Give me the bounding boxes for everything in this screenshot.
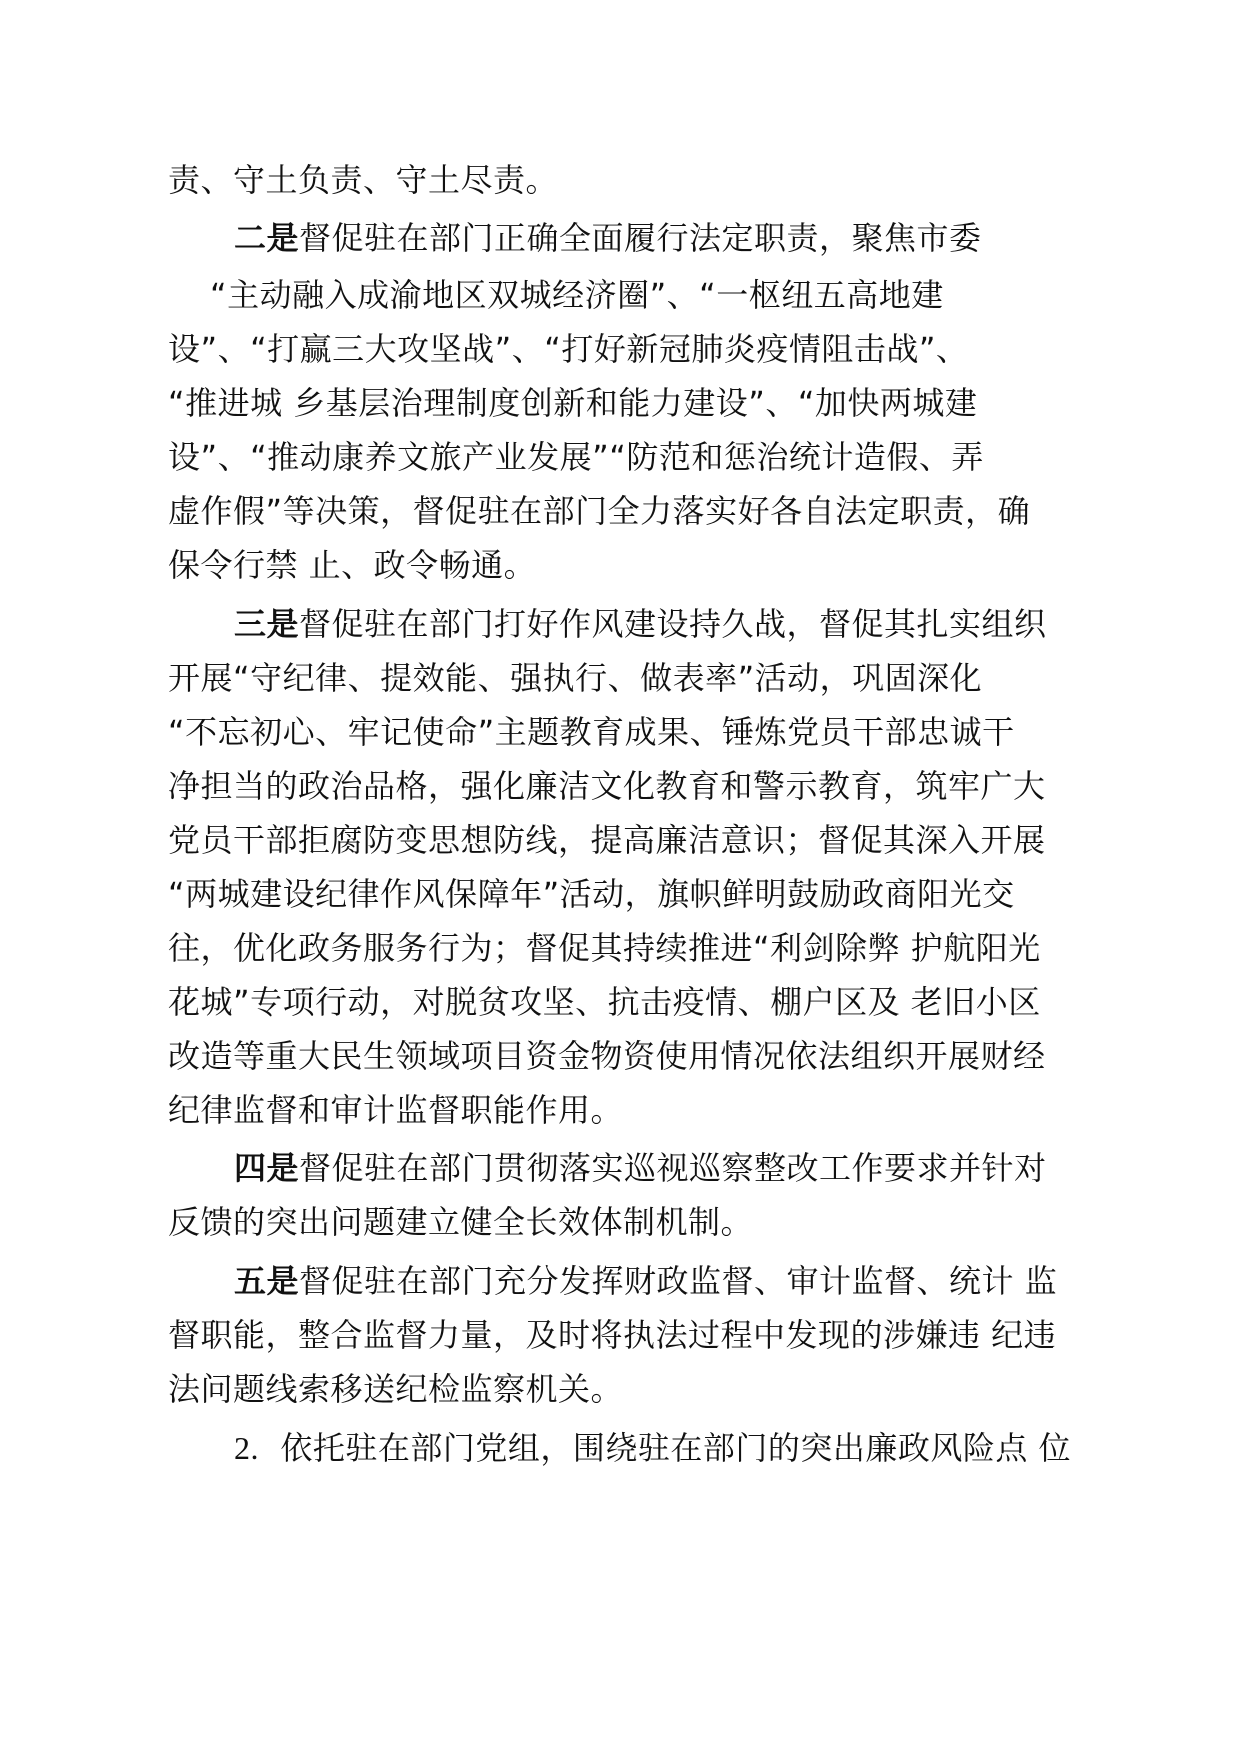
text-line-18: 纪律监督和审计监督职能作用。 [168,1091,624,1129]
text-line-16: 花城”专项行动，对脱贫攻坚、抗击疫情、棚户区及 老旧小区 [168,983,1041,1021]
text-line-4: 设”、“打赢三大攻坚战”、“打好新冠肺炎疫情阻击战”、 [168,330,969,368]
text-line-2: 二是督促驻在部门正确全面履行法定职责，聚焦市委 [234,219,982,257]
text-line-23: 法问题线索移送纪检监察机关。 [168,1370,624,1408]
text-line-7: 虚作假”等决策，督促驻在部门全力落实好各自法定职责，确 [168,492,1031,530]
text-line-19: 四是督促驻在部门贯彻落实巡视巡察整改工作要求并针对 [234,1149,1047,1187]
text-line-13: 党员干部拒腐防变思想防线，提高廉洁意识；督促其深入开展 [168,821,1046,859]
text-line-15: 往，优化政务服务行为；督促其持续推进“利剑除弊 护航阳光 [168,929,1041,967]
text-line-20: 反馈的突出问题建立健全长效体制机制。 [168,1203,754,1241]
text-line-22: 督职能，整合监督力量，及时将执法过程中发现的涉嫌违 纪违 [168,1316,1057,1354]
text-line-5: “推进城 乡基层治理制度创新和能力建设”、“加快两城建 [168,384,978,422]
text-line-6: 设”、“推动康养文旅产业发展”“防范和惩治统计造假、弄 [168,438,984,476]
section-marker: 五是 [234,1262,300,1300]
text-line-3: “主动融入成渝地区双城经济圈”、“一枢纽五高地建 [210,276,944,314]
list-number: 2. [234,1430,259,1466]
text-line-21: 五是督促驻在部门充分发挥财政监督、审计监督、统计 监 [234,1262,1058,1300]
text-line-11: “不忘初心、牢记使命”主题教育成果、锤炼党员干部忠诚干 [168,713,1015,751]
text-line-17: 改造等重大民生领域项目资金物资使用情况依法组织开展财经 [168,1037,1046,1075]
text-line-24: 2. 依托驻在部门党组，围绕驻在部门的突出廉政风险点 位 [234,1429,1072,1467]
section-marker: 四是 [234,1149,300,1187]
text-line-8: 保令行禁 止、政令畅通。 [168,546,537,584]
section-marker: 二是 [234,219,300,257]
text-line-10: 开展“守纪律、提效能、强执行、做表率”活动，巩固深化 [168,659,983,697]
text-line-9: 三是督促驻在部门打好作风建设持久战，督促其扎实组织 [234,605,1047,643]
section-marker: 三是 [234,605,300,643]
text-line-14: “两城建设纪律作风保障年”活动，旗帜鲜明鼓励政商阳光交 [168,875,1015,913]
text-line-12: 净担当的政治品格，强化廉洁文化教育和警示教育，筑牢广大 [168,767,1046,805]
text-line-1: 责、守土负责、守土尽责。 [168,161,559,199]
